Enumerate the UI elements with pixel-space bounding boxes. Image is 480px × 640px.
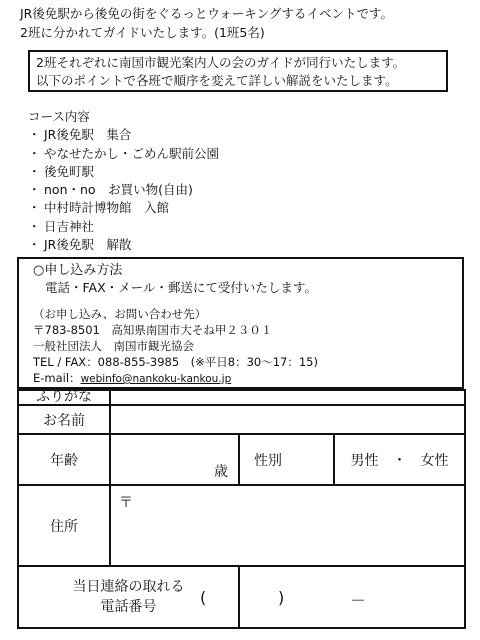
- gender-options[interactable]: 男性 ・ 女性: [334, 434, 465, 485]
- bullet: ・: [28, 145, 41, 161]
- email-label: E-mail：: [33, 371, 81, 385]
- bullet: ・: [28, 127, 41, 143]
- list-item: ・ 後免町駅: [28, 163, 219, 181]
- phone-close-paren: ): [278, 588, 285, 607]
- list-item: ・ JR後免駅 集合: [28, 126, 219, 144]
- phone-open-paren: (: [200, 588, 207, 607]
- list-item: ・ 日吉神社: [28, 218, 219, 236]
- contact-address: 〒783-8501 高知県南国市大そね甲２３０１: [33, 323, 273, 337]
- bullet: ・: [28, 200, 41, 216]
- phone-dash: －: [350, 591, 367, 610]
- course-list: [28, 126, 219, 254]
- list-item: ・ やなせたかし・ごめん駅前公園: [28, 145, 219, 163]
- name-label: お名前: [18, 405, 110, 434]
- address-field[interactable]: [110, 485, 465, 566]
- contact-org: 一般社団法人 南国市観光協会: [33, 339, 194, 353]
- list-item: ・ JR後免駅 解散: [28, 236, 219, 254]
- guide-info-box: [28, 50, 448, 92]
- application-heading: ○申し込み方法: [33, 263, 123, 278]
- intro-line-2: 2班に分かれてガイドいたします。(1班5名): [20, 25, 265, 40]
- name-field[interactable]: [110, 405, 465, 434]
- intro-line-1: JR後免駅から後免の街をぐるっとウォーキングするイベントです。: [20, 6, 393, 21]
- postal-mark: 〒: [119, 495, 133, 511]
- guide-line-1: 2班それぞれに南国市観光案内人の会のガイドが同行いたします。: [36, 55, 406, 70]
- phone-label: 当日連絡の取れる 電話番号: [18, 566, 239, 628]
- bullet: ・: [28, 218, 41, 234]
- phone-field[interactable]: [200, 566, 465, 628]
- gender-label: 性別: [239, 434, 334, 485]
- furigana-field[interactable]: [110, 390, 465, 405]
- contact-tel: TEL / FAX：088-855-3985 (※平日8：30〜17：15): [33, 355, 318, 369]
- age-label: 年齢: [18, 434, 110, 485]
- course-heading: コース内容: [28, 109, 90, 124]
- registration-form: [17, 389, 466, 629]
- email-link[interactable]: webinfo@nankoku-kankou.jp: [80, 373, 232, 385]
- list-item: ・ 中村時計博物館 入館: [28, 199, 219, 217]
- contact-heading: （お申し込み、お問い合わせ先）: [33, 307, 207, 321]
- contact-email-row: [33, 370, 462, 387]
- course-section: [28, 108, 219, 254]
- application-channels: 電話・FAX・メール・郵送にて受付いたします。: [45, 280, 317, 295]
- intro-text: [20, 4, 475, 42]
- age-field[interactable]: [110, 434, 239, 485]
- bullet: ・: [28, 163, 41, 179]
- guide-line-2: 以下のポイントで各班で順序を変えて詳しい解説をいたします。: [36, 73, 398, 88]
- bullet: ・: [28, 182, 41, 198]
- furigana-label: ふりがな: [18, 390, 110, 405]
- age-unit: 歳: [214, 464, 228, 480]
- application-box: [17, 257, 464, 389]
- list-item: ・ non・no お買い物(自由): [28, 181, 219, 199]
- bullet: ・: [28, 237, 41, 253]
- address-label: 住所: [18, 485, 110, 566]
